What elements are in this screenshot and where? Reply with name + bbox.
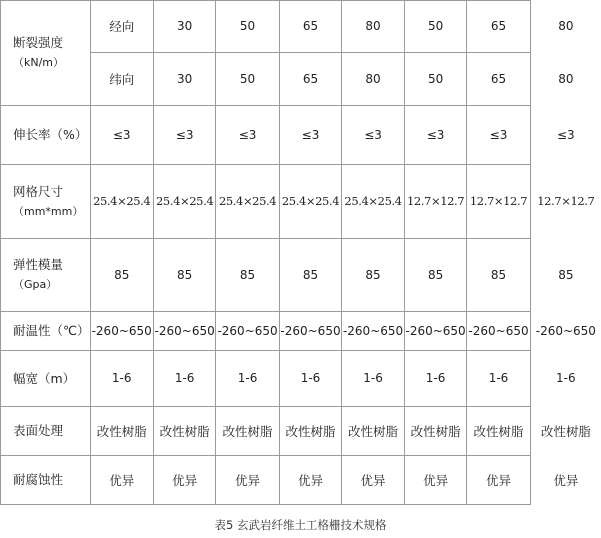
row-breaking-strength-weft [1, 53, 601, 106]
row-elastic-modulus [1, 239, 601, 312]
sublabel-warp: 经向 [90, 1, 153, 53]
cell: 1-6 [153, 351, 216, 407]
cell: 25.4×25.4 [279, 165, 342, 239]
cell: -260~650 [404, 312, 467, 351]
cell: -260~650 [530, 312, 601, 351]
cell: ≤3 [90, 106, 153, 165]
cell: ≤3 [216, 106, 279, 165]
cell: 改性树脂 [530, 407, 601, 456]
cell: ≤3 [153, 106, 216, 165]
cell: 改性树脂 [467, 407, 530, 456]
cell: 65 [467, 53, 530, 106]
cell: ≤3 [342, 106, 405, 165]
cell: 50 [404, 53, 467, 106]
cell: ≤3 [404, 106, 467, 165]
cell: 改性树脂 [342, 407, 405, 456]
cell: 25.4×25.4 [216, 165, 279, 239]
cell: 优异 [216, 456, 279, 505]
cell: 50 [404, 1, 467, 53]
cell: ≤3 [467, 106, 530, 165]
cell: 优异 [404, 456, 467, 505]
row-mesh-size [1, 165, 601, 239]
cell: 优异 [279, 456, 342, 505]
cell: 30 [153, 1, 216, 53]
cell: 85 [90, 239, 153, 312]
cell: 1-6 [342, 351, 405, 407]
label-surface-treatment: 表面处理 [1, 407, 91, 456]
cell: 改性树脂 [404, 407, 467, 456]
cell: ≤3 [279, 106, 342, 165]
cell: 12.7×12.7 [530, 165, 601, 239]
cell: 优异 [90, 456, 153, 505]
cell: 1-6 [467, 351, 530, 407]
cell: 30 [153, 53, 216, 106]
cell: -260~650 [279, 312, 342, 351]
sublabel-weft: 纬向 [90, 53, 153, 106]
row-corrosion-resistance [1, 456, 601, 505]
cell: 优异 [530, 456, 601, 505]
label-width: 幅宽（m） [1, 351, 91, 407]
cell: 85 [404, 239, 467, 312]
cell: -260~650 [90, 312, 153, 351]
cell: 65 [467, 1, 530, 53]
cell: 25.4×25.4 [153, 165, 216, 239]
cell: 85 [342, 239, 405, 312]
cell: 1-6 [90, 351, 153, 407]
label-breaking-strength: 断裂强度 （kN/m） [1, 1, 91, 106]
cell: -260~650 [216, 312, 279, 351]
cell: 85 [279, 239, 342, 312]
cell: 12.7×12.7 [404, 165, 467, 239]
row-elongation [1, 106, 601, 165]
table-caption: 表5 玄武岩纤维土工格栅技术规格 [214, 518, 387, 532]
cell: 80 [342, 53, 405, 106]
label-elongation: 伸长率（%） [1, 106, 91, 165]
cell: 优异 [467, 456, 530, 505]
label-elastic-modulus: 弹性模量 （Gpa） [1, 239, 91, 312]
cell: 优异 [342, 456, 405, 505]
row-temperature [1, 312, 601, 351]
row-surface-treatment [1, 407, 601, 456]
label-temperature: 耐温性（℃） [1, 312, 91, 351]
cell: 85 [467, 239, 530, 312]
cell: 80 [530, 53, 601, 106]
cell: 25.4×25.4 [90, 165, 153, 239]
cell: 1-6 [216, 351, 279, 407]
cell: 1-6 [279, 351, 342, 407]
cell: 1-6 [404, 351, 467, 407]
cell: 改性树脂 [216, 407, 279, 456]
cell: 50 [216, 53, 279, 106]
cell: 12.7×12.7 [467, 165, 530, 239]
cell: 85 [153, 239, 216, 312]
cell: 80 [530, 1, 601, 53]
row-width [1, 351, 601, 407]
cell: 80 [342, 1, 405, 53]
cell: -260~650 [153, 312, 216, 351]
cell: -260~650 [342, 312, 405, 351]
cell: ≤3 [530, 106, 601, 165]
label-corrosion-resistance: 耐腐蚀性 [1, 456, 91, 505]
cell: 65 [279, 1, 342, 53]
cell: 优异 [153, 456, 216, 505]
cell: 85 [216, 239, 279, 312]
cell: -260~650 [467, 312, 530, 351]
cell: 65 [279, 53, 342, 106]
cell: 1-6 [530, 351, 601, 407]
cell: 改性树脂 [153, 407, 216, 456]
row-breaking-strength [1, 1, 601, 53]
cell: 改性树脂 [90, 407, 153, 456]
cell: 改性树脂 [279, 407, 342, 456]
cell: 50 [216, 1, 279, 53]
cell: 85 [530, 239, 601, 312]
label-mesh-size: 网格尺寸 （mm*mm） [1, 165, 91, 239]
cell: 25.4×25.4 [342, 165, 405, 239]
